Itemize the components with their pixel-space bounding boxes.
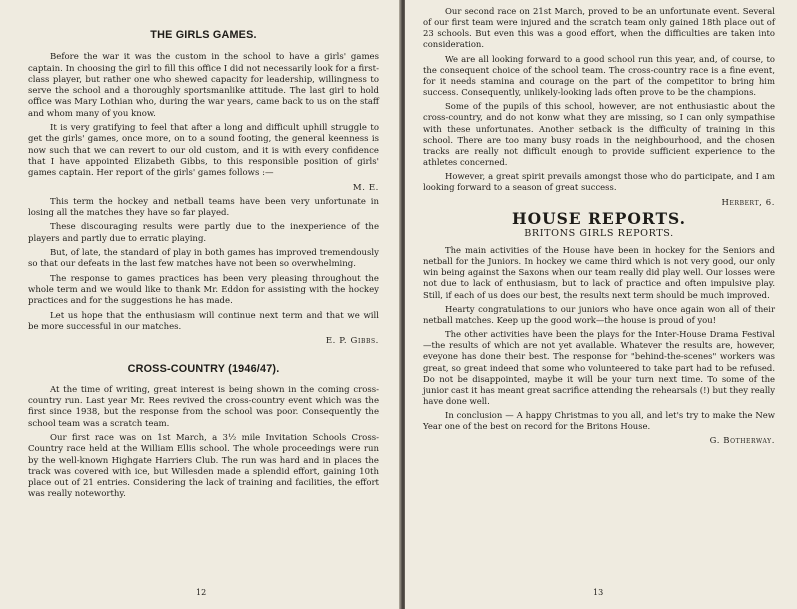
paragraph: Some of the pupils of this school, however, are not enthusiastic about the cross-country, and do not konw what they are missing, so I can only sympathise with these unfortunates. Another setback is the difficulty of training in this school. There are too many busy roads in the neighbourhood, and the chosen tracks are really not difficult enough to provide sufficient experience to the athletes concerned. <box>423 101 775 168</box>
right-page-text <box>423 6 775 447</box>
paragraph: However, a great spirit prevails amongst those who do participate, and I am looking forward to a season of great success. <box>423 171 775 193</box>
signature-text: G. Botherway. <box>709 435 775 446</box>
signature-text: E. P. Gibbs. <box>325 336 379 347</box>
paragraph: These discouraging results were partly due to the inexperience of the players and partly due to erratic playing. <box>28 222 379 244</box>
paragraph: Our second race on 21st March, proved to be an unfortunate event. Several of our first team were injured and the scratch team only gained 18th place out of 23 schools. But even this was a good effort, when the difficulties are taken into consideration. <box>423 6 775 50</box>
paragraph: Let us hope that the enthusiasm will continue next term and that we will be more successful in our matches. <box>28 310 379 332</box>
paragraph: The response to games practices has been very pleasing throughout the whole term and we would like to thank Mr. Eddon for assisting with the hockey practices and for the suggestions he has made. <box>28 273 379 307</box>
right-page <box>405 0 797 609</box>
left-page-text <box>28 30 379 501</box>
signature-text: M. E. <box>352 182 379 193</box>
paragraph: Hearty congratulations to our juniors who have once again won all of their netball matches. Keep up the good work—the house is proud of you! <box>423 303 775 325</box>
paragraph: This term the hockey and netball teams have been very unfortunate in losing all the matches they have so far played. <box>28 196 379 219</box>
paragraph: We are all looking forward to a good school run this year, and, of course, to the consequent choice of the school team. The cross-country race is a fine event, for it needs stamina and courage on the part of the competitor to bring him success. Consequently, unlikely-looking lads often prove to be the champions. <box>423 53 775 98</box>
paragraph: But, of late, the standard of play in both games has improved tremendously so that our defeats in the last few matches have not been so overwhelming. <box>28 248 379 270</box>
signature <box>28 183 379 194</box>
girls-games-heading: THE GIRLS GAMES. <box>150 29 257 41</box>
paragraph: Before the war it was the custom in the school to have a girls' games captain. In choosing the girl to fill this office I did not necessarily look for a first-class player, but rather one who shewed capacity for leadership, willingness to serve the school and a thoroughly sportsmanlike attitude. The last girl to hold office was Mary Lothian who, during the war years, came back to us on the staff and whom many of you know. <box>28 52 379 119</box>
signature <box>28 336 379 347</box>
page-number: 13 <box>593 588 604 597</box>
britons-subheading: BRITONS GIRLS REPORTS. <box>524 227 674 239</box>
paragraph: At the time of writing, great interest is being shown in the coming cross-country run. Last year Mr. Rees revived the cross-country event which was the first since 1938, but the response from the school was poor. Consequently the school team was a scratch team. <box>28 384 379 429</box>
house-reports-heading: HOUSE REPORTS. <box>511 208 687 228</box>
paragraph: The other activities have been the plays for the Inter-House Drama Festival—the results of which are not yet available. Whatever the results are, however, eveyone has done their best. The response for "behind-the-scenes" workers was great, so great indeed that some who volunteered to take part had to be refused. Do not be disappointed, maybe it will be your turn next time. To some of the junior cast it has meant great sacrifice attending the rehearsals (!) but they really have done well. <box>423 329 775 406</box>
signature <box>423 197 775 208</box>
paragraph: Our first race was on 1st March, a 3½ mile Invitation Schools Cross-Country race held at the William Ellis school. The whole proceedings were run by the well-known Highgate Harriers Club. The run was hard and in places the track was covered with ice, but Willesden made a splendid effort, gaining 10th place out of 21 entries. Considering the lack of training and facilities, the effort was really noteworthy. <box>28 432 379 500</box>
paragraph: In conclusion — A happy Christmas to you all, and let's try to make the New Year one of the best on record for the Britons House. <box>423 410 775 432</box>
signature <box>423 435 775 446</box>
paragraph: The main activities of the House have been in hockey for the Seniors and netball for the Juniors. In hockey we came third which is not very good, our only win being against the Saxons when our team really did play well. Our losses were not due to lack of enthusiasm, but to lack of practice and often impulsive play. Still, if each of us does our best, the results next term should be much improved. <box>423 244 775 300</box>
signature-text: Herbert, 6. <box>721 196 775 207</box>
paragraph: It is very gratifying to feel that after a long and difficult uphill struggle to get the girls' games, once more, on to a sound footing, the general keenness is now such that we can revert to our old custom, and it is with every confidence that I have appointed Elizabeth Gibbs, to this responsible position of girls' games captain. Her report of the girls' games follows :— <box>28 123 379 179</box>
cross-country-heading: CROSS-COUNTRY (1946/47). <box>127 363 280 376</box>
page-number: 12 <box>196 588 207 597</box>
